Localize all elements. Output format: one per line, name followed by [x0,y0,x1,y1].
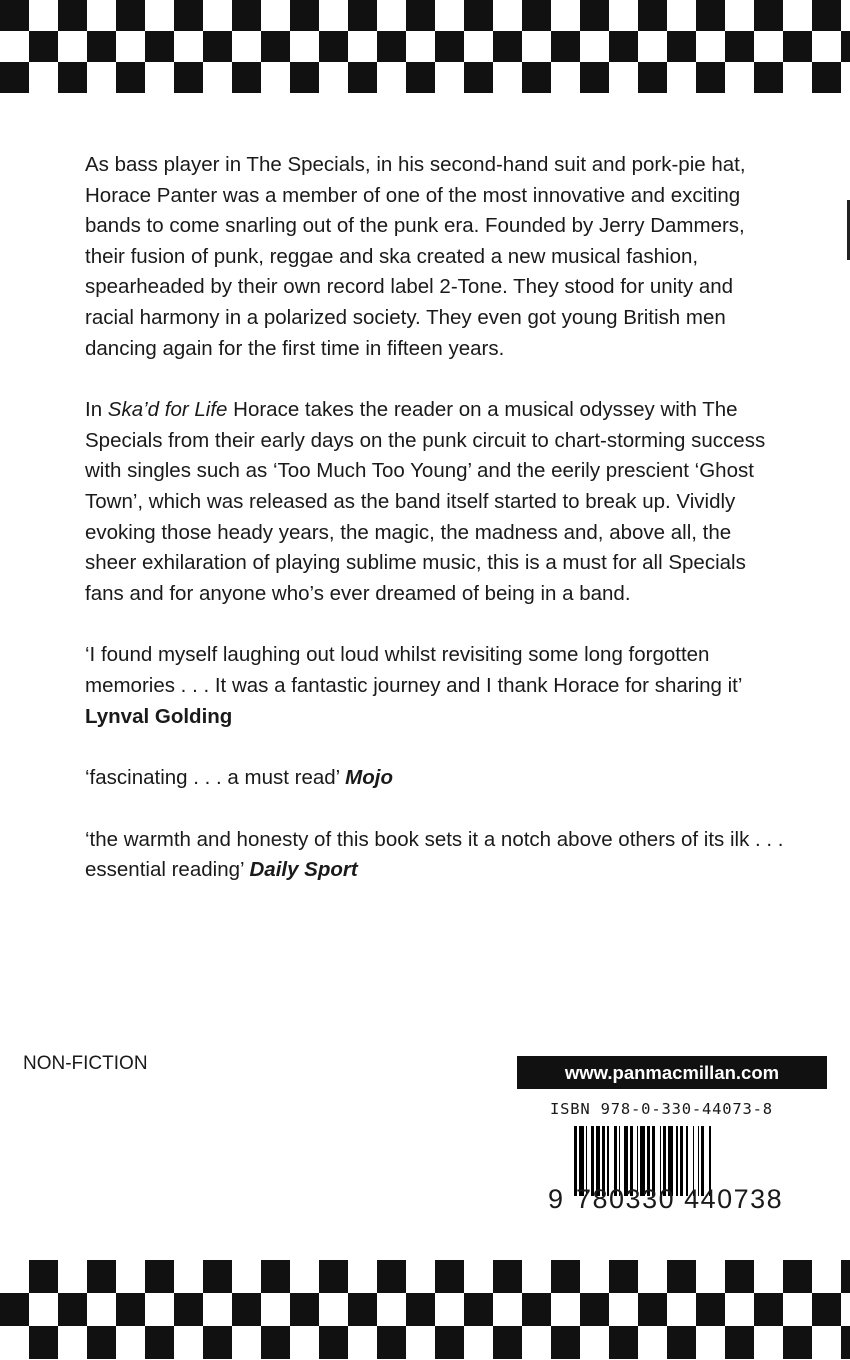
checkerboard-bottom-border [0,1260,850,1360]
checker-square [493,31,522,62]
checker-square [29,1326,58,1359]
isbn-text: ISBN 978-0-330-44073-8 [550,1100,773,1118]
checker-square [812,0,841,31]
checker-square [667,1260,696,1293]
checker-square [290,0,319,31]
checker-square [261,1326,290,1359]
checker-square [609,1326,638,1359]
checker-square [261,31,290,62]
checker-square [232,0,261,31]
checker-square [58,1293,87,1326]
checker-square [0,0,29,31]
checker-square [435,1326,464,1359]
checker-square [377,1260,406,1293]
blurb-paragraph-1: As bass player in The Specials, in his second-hand suit and pork-pie hat, Horace Panter was a member of one of the most innovative and exciting bands to come snarling out of the punk era. Founded by Jerry Dammers, their fusion of punk, reggae and ska created a new musical fashion, spearheaded by their own record label 2-Tone. They stood for unity and racial harmony in a polarized society. They even got young British men dancing again for the first time in fifteen years. [85,153,746,360]
checker-square [29,31,58,62]
checker-square [551,1326,580,1359]
checker-square [116,62,145,93]
checker-square [174,1293,203,1326]
checker-square [783,1260,812,1293]
checker-square [580,1293,609,1326]
checker-square [696,62,725,93]
checker-square [667,1326,696,1359]
checker-square [406,1293,435,1326]
checker-square [522,62,551,93]
checker-square [116,0,145,31]
checker-square [841,1326,850,1359]
publisher-website[interactable]: www.panmacmillan.com [564,1061,780,1083]
checker-square [522,1293,551,1326]
checker-square [0,1293,29,1326]
checker-square [203,1260,232,1293]
checker-square [493,1260,522,1293]
checker-square [232,62,261,93]
checker-square [725,1260,754,1293]
checker-square [783,31,812,62]
checkerboard-top-border [0,0,850,122]
review-quote-2: ‘fascinating . . . a must read’ Mojo [85,766,393,790]
checker-square [551,31,580,62]
checker-square [29,1260,58,1293]
checker-square [812,1293,841,1326]
checker-square [841,31,850,62]
checker-square [0,62,29,93]
checker-square [319,1260,348,1293]
checker-square [638,0,667,31]
checker-square [435,31,464,62]
checker-square [377,31,406,62]
checker-square [145,1260,174,1293]
checker-square [754,1293,783,1326]
checker-square [493,1326,522,1359]
checker-square [696,0,725,31]
checker-square [841,1260,850,1293]
checker-square [232,1293,261,1326]
checker-square [58,62,87,93]
checker-square [348,62,377,93]
publisher-website-bar[interactable] [517,1056,827,1089]
quote-source: Mojo [345,766,393,790]
checker-square [406,0,435,31]
checker-square [174,0,203,31]
checker-square [754,62,783,93]
review-quote-1: ‘I found myself laughing out loud whilst revisiting some long forgotten memories . . . It was a fantastic journey and I thank Horace for sharing it’ Lynval Golding [85,643,742,728]
checker-square [464,0,493,31]
back-cover-blurb [85,150,785,917]
checker-square [609,1260,638,1293]
checker-square [638,62,667,93]
category-label: NON-FICTION [23,1053,148,1074]
book-title: Ska’d for Life [107,398,228,422]
checker-square [609,31,638,62]
checker-square [667,31,696,62]
checker-square [348,1293,377,1326]
checker-square [348,0,377,31]
checker-square [464,1293,493,1326]
checker-square [696,1293,725,1326]
checker-square [812,62,841,93]
checker-square [58,0,87,31]
checker-square [319,1326,348,1359]
review-quote-3: ‘the warmth and honesty of this book sets it a notch above others of its ilk . . . essential reading’ Daily Sport [85,827,784,882]
checker-square [551,1260,580,1293]
checker-square [87,31,116,62]
checker-square [174,62,203,93]
checker-square [319,31,348,62]
checker-square [783,1326,812,1359]
isbn-barcode: ISBN 978-0-330-44073-8 9 780330 440738 [538,1096,798,1226]
checker-square [145,1326,174,1359]
quote-source: Lynval Golding [85,704,233,728]
checker-square [87,1326,116,1359]
checker-square [464,62,493,93]
checker-square [203,1326,232,1359]
checker-square [638,1293,667,1326]
checker-square [754,0,783,31]
checker-square [290,62,319,93]
checker-square [435,1260,464,1293]
checker-square [261,1260,290,1293]
checker-square [203,31,232,62]
checker-square [377,1326,406,1359]
checker-square [406,62,435,93]
checker-square [725,31,754,62]
checker-square [580,62,609,93]
checker-square [725,1326,754,1359]
checker-square [145,31,174,62]
checker-square [116,1293,145,1326]
quote-source: Daily Sport [249,858,358,882]
checker-square [87,1260,116,1293]
blurb-paragraph-2: In Ska’d for Life Horace takes the reader on a musical odyssey with The Specials from their early days on the punk circuit to chart-storming success with singles such as ‘Too Much Too Young’ and the eerily prescient ‘Ghost Town’, which was released as the band itself started to break up. Vividly evoking those heady years, the magic, the madness and, above all, the sheer exhilaration of playing sublime music, this is a must for all Specials fans and for anyone who’s ever dreamed of being in a band. [85,398,766,605]
checker-square [522,0,551,31]
checker-square [580,0,609,31]
checker-square [290,1293,319,1326]
